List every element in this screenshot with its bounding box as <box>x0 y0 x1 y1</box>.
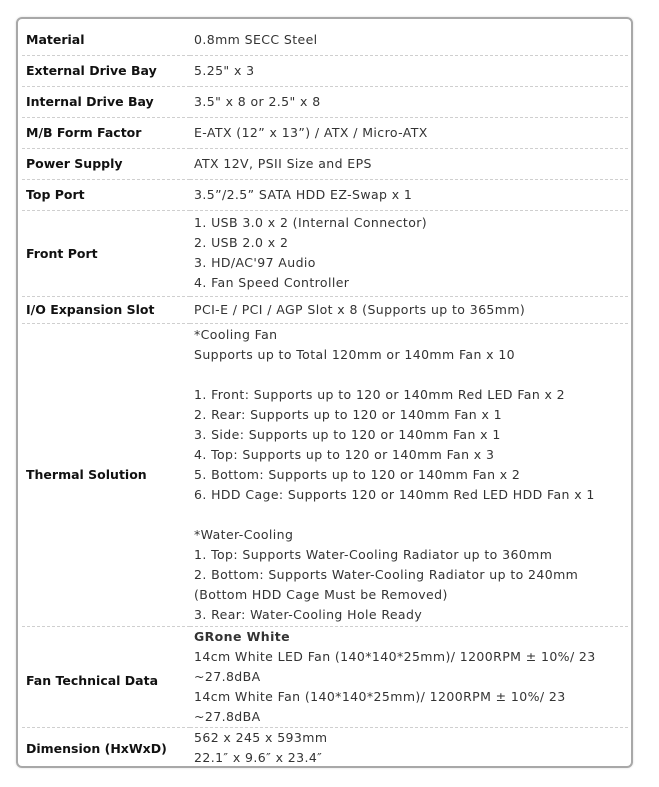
spec-label: Internal Drive Bay <box>22 86 190 117</box>
spec-value: PCI-E / PCI / AGP Slot x 8 (Supports up to 365mm) <box>194 301 526 317</box>
spacer <box>194 365 628 385</box>
spec-value-line: 3. HD/AC'97 Audio <box>194 255 316 270</box>
spec-value-line: 3. Side: Supports up to 120 or 140mm Fan x 1 <box>194 426 501 442</box>
spec-value: ATX 12V, PSII Size and EPS <box>194 155 372 171</box>
spec-label: Thermal Solution <box>22 323 190 626</box>
spec-label: Top Port <box>22 179 190 210</box>
spec-row-material <box>22 25 628 55</box>
spec-value-line: 4. Top: Supports up to 120 or 140mm Fan x 3 <box>194 446 495 462</box>
spec-value-line: 22.1″ x 9.6″ x 23.4″ <box>194 750 323 766</box>
spec-row-front-port <box>22 210 628 296</box>
spec-value-line: 3. Rear: Water-Cooling Hole Ready <box>194 606 423 622</box>
spec-label: External Drive Bay <box>22 55 190 86</box>
spacer <box>194 505 628 525</box>
spec-row-io-expansion-slot <box>22 296 628 323</box>
spec-value: 0.8mm SECC Steel <box>194 31 318 47</box>
spec-row-fan-technical-data <box>22 626 628 727</box>
spec-value-line: 5. Bottom: Supports up to 120 or 140mm Fan x 2 <box>194 466 521 482</box>
spec-value-line: 1. Top: Supports Water-Cooling Radiator up to 360mm <box>194 546 553 562</box>
spec-value-line: 2. Bottom: Supports Water-Cooling Radiator up to 240mm <box>194 566 579 582</box>
spec-value: 3.5”/2.5” SATA HDD EZ-Swap x 1 <box>194 186 413 202</box>
spec-row-dimension <box>22 727 628 769</box>
spec-row-power-supply <box>22 148 628 179</box>
spec-label: M/B Form Factor <box>22 117 190 148</box>
spec-value-line: *Water-Cooling <box>194 526 294 542</box>
fan-model-heading: GRone White <box>194 628 291 644</box>
spec-value-line: 2. USB 2.0 x 2 <box>194 235 289 250</box>
spec-value-line: 1. Front: Supports up to 120 or 140mm Red LED Fan x 2 <box>194 386 566 402</box>
specifications-table <box>22 25 628 769</box>
spec-label: Fan Technical Data <box>22 626 190 727</box>
spec-value-line: 14cm White Fan (140*140*25mm)/ 1200RPM ± 10%/ 23 ~27.8dBA <box>194 688 566 724</box>
spec-label: Material <box>22 25 190 55</box>
spec-value-line: 4. Fan Speed Controller <box>194 275 350 290</box>
spec-row-mb-form-factor <box>22 117 628 148</box>
spec-label: Dimension (HxWxD) <box>26 740 167 756</box>
spec-value-line: 562 x 245 x 593mm <box>194 730 328 746</box>
spec-value-line: (Bottom HDD Cage Must be Removed) <box>194 586 448 602</box>
spec-value: 5.25" x 3 <box>194 62 255 78</box>
spec-label: I/O Expansion Slot <box>22 296 190 323</box>
spec-label: Power Supply <box>22 148 190 179</box>
spec-row-top-port <box>22 179 628 210</box>
spec-value: 3.5" x 8 or 2.5" x 8 <box>194 93 321 109</box>
spec-label: Front Port <box>22 210 190 296</box>
spec-value-line: *Cooling Fan <box>194 326 278 342</box>
spec-value-line: 14cm White LED Fan (140*140*25mm)/ 1200RPM ± 10%/ 23 ~27.8dBA <box>194 648 596 684</box>
spec-row-external-drive-bay <box>22 55 628 86</box>
spec-row-internal-drive-bay <box>22 86 628 117</box>
spec-value-line: 2. Rear: Supports up to 120 or 140mm Fan x 1 <box>194 406 503 422</box>
spec-value-line: Supports up to Total 120mm or 140mm Fan x 10 <box>194 346 516 362</box>
spec-row-thermal-solution <box>22 323 628 626</box>
spec-value: E-ATX (12” x 13”) / ATX / Micro-ATX <box>194 124 428 140</box>
spec-value-line: 1. USB 3.0 x 2 (Internal Connector) <box>194 215 428 230</box>
spec-value-line: 6. HDD Cage: Supports 120 or 140mm Red LED HDD Fan x 1 <box>194 486 595 502</box>
